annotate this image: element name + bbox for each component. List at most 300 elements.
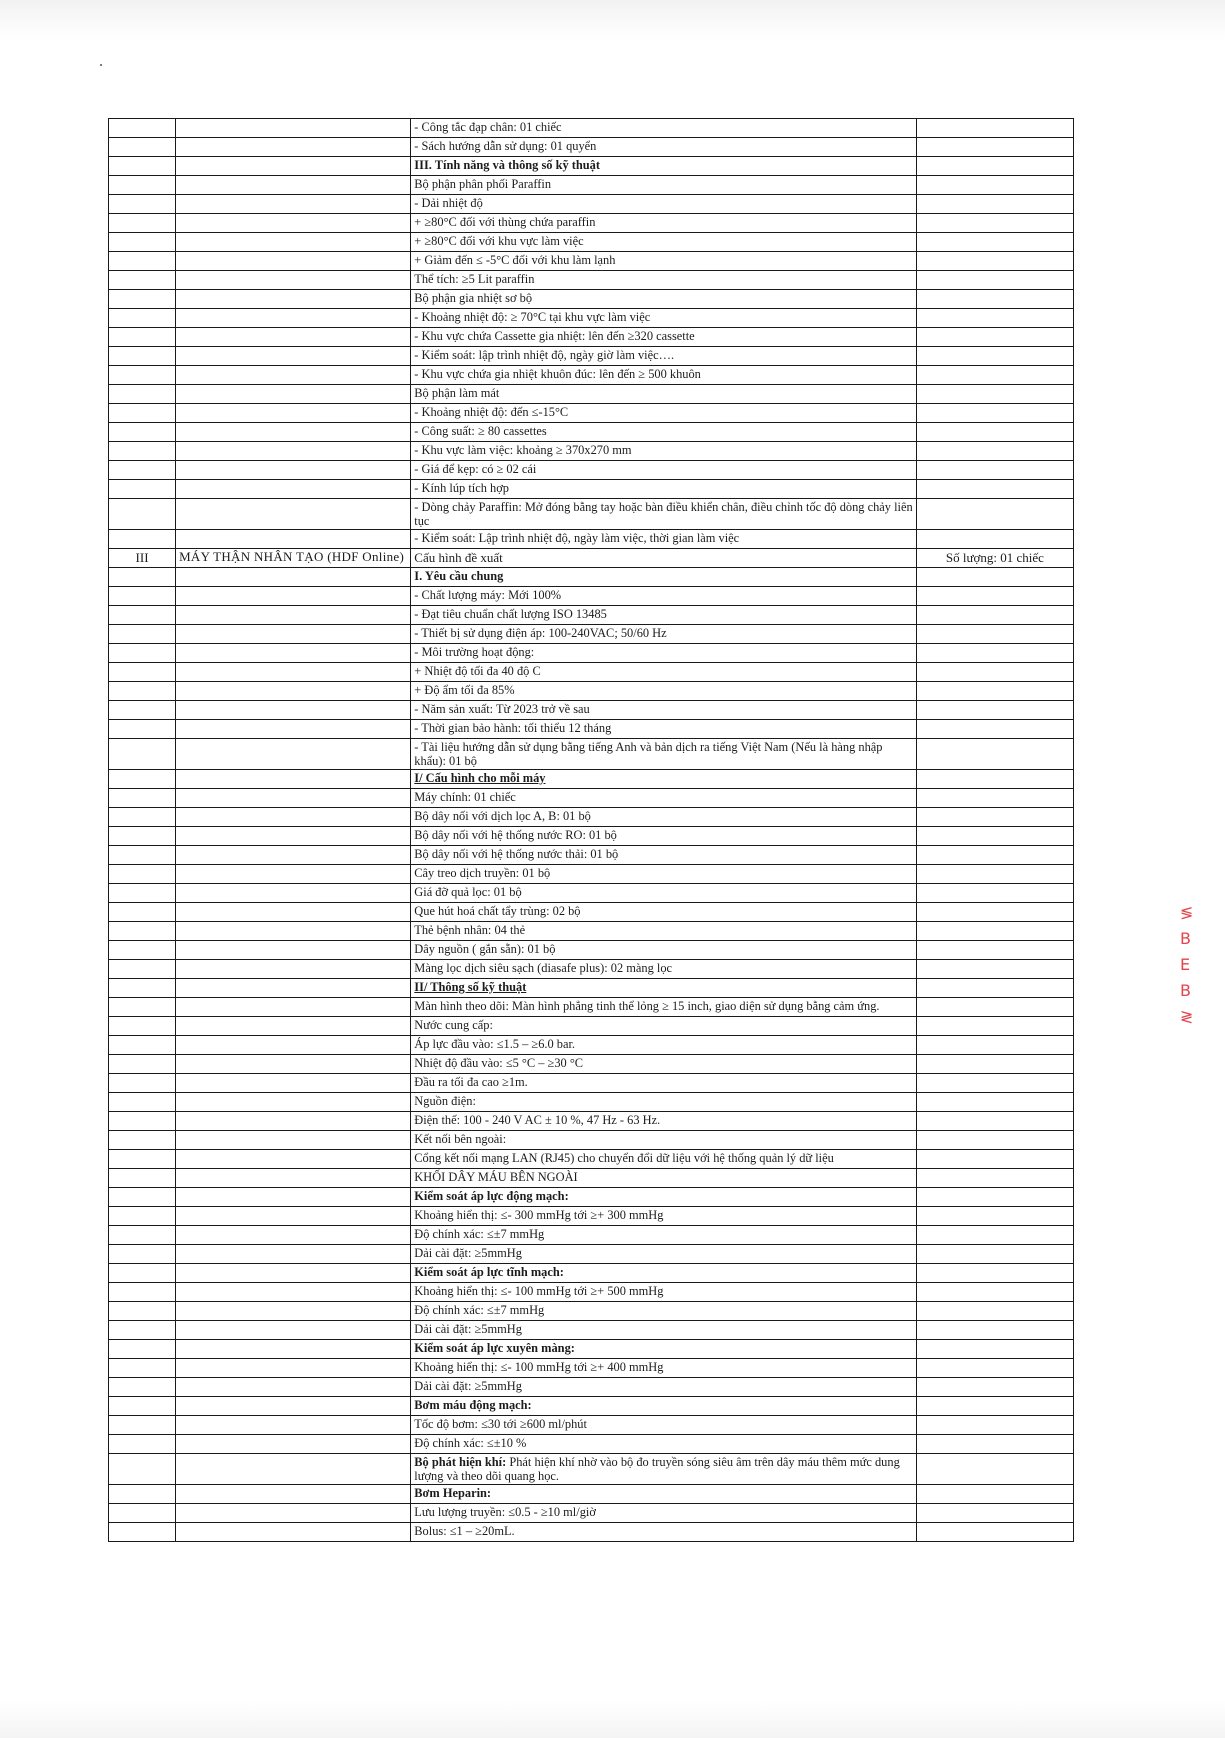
table-cell-c3: Máy chính: 01 chiếc <box>411 789 917 808</box>
table-cell-c2 <box>176 1188 411 1207</box>
table-cell-c4 <box>916 682 1073 701</box>
table-row <box>109 1283 1074 1302</box>
table-cell-c2 <box>176 1302 411 1321</box>
table-cell-c2: MÁY THẬN NHÂN TẠO (HDF Online) <box>176 549 411 568</box>
table-cell-c3: Màn hình theo dõi: Màn hình phẳng tinh thể lỏng ≥ 15 inch, giao diện sử dụng bằng cảm ứng. <box>411 998 917 1017</box>
table-cell-c1 <box>109 606 176 625</box>
table-cell-c1 <box>109 1454 176 1485</box>
table-cell-c1 <box>109 1093 176 1112</box>
table-cell-c1 <box>109 442 176 461</box>
table-cell-c3: Dải cài đặt: ≥5mmHg <box>411 1245 917 1264</box>
table-cell-c4 <box>916 328 1073 347</box>
table-cell-c3: - Khu vực làm việc: khoảng ≥ 370x270 mm <box>411 442 917 461</box>
table-cell-c3: Độ chính xác: ≤±10 % <box>411 1435 917 1454</box>
table-cell-c4 <box>916 499 1073 530</box>
table-cell-c4 <box>916 663 1073 682</box>
table-row <box>109 998 1074 1017</box>
table-cell-c3: Khoảng hiển thị: ≤- 100 mmHg tới ≥+ 500 mmHg <box>411 1283 917 1302</box>
table-cell-c2 <box>176 1359 411 1378</box>
table-cell-c1 <box>109 385 176 404</box>
table-cell-c4 <box>916 1074 1073 1093</box>
table-cell-c3: - Tài liệu hướng dẫn sử dụng bằng tiếng Anh và bản dịch ra tiếng Việt Nam (Nếu là hàng nhập khẩu): 01 bộ <box>411 739 917 770</box>
table-row <box>109 1397 1074 1416</box>
table-row <box>109 530 1074 549</box>
table-cell-c2 <box>176 903 411 922</box>
table-cell-c3: Đầu ra tối đa cao ≥1m. <box>411 1074 917 1093</box>
table-row <box>109 1169 1074 1188</box>
table-cell-c3: Nước cung cấp: <box>411 1017 917 1036</box>
table-cell-c3: - Giá để kẹp: có ≥ 02 cái <box>411 461 917 480</box>
table-cell-c4 <box>916 1017 1073 1036</box>
table-row <box>109 827 1074 846</box>
table-row <box>109 1340 1074 1359</box>
table-cell-c3: - Công tắc đạp chân: 01 chiếc <box>411 119 917 138</box>
table-row <box>109 960 1074 979</box>
table-cell-c2 <box>176 347 411 366</box>
table-cell-c4 <box>916 789 1073 808</box>
table-cell-c3: + Độ ẩm tối đa 85% <box>411 682 917 701</box>
table-cell-c3: Cổng kết nối mạng LAN (RJ45) cho chuyển đổi dữ liệu với hệ thống quản lý dữ liệu <box>411 1150 917 1169</box>
table-cell-c4 <box>916 960 1073 979</box>
table-cell-c2 <box>176 1150 411 1169</box>
table-cell-c1 <box>109 530 176 549</box>
table-cell-c2 <box>176 309 411 328</box>
table-cell-c4 <box>916 1504 1073 1523</box>
table-cell-c3: - Khu vực chứa gia nhiệt khuôn đúc: lên đến ≥ 500 khuôn <box>411 366 917 385</box>
table-cell-c1 <box>109 960 176 979</box>
table-cell-c4 <box>916 138 1073 157</box>
table-cell-c3: - Chất lượng máy: Mới 100% <box>411 587 917 606</box>
table-row <box>109 1485 1074 1504</box>
table-cell-c3: - Kiểm soát: Lập trình nhiệt độ, ngày làm việc, thời gian làm việc <box>411 530 917 549</box>
table-cell-c3: - Kính lúp tích hợp <box>411 480 917 499</box>
table-cell-c1 <box>109 739 176 770</box>
table-cell-c4 <box>916 366 1073 385</box>
table-cell-c4 <box>916 1340 1073 1359</box>
table-cell-c3: - Đạt tiêu chuẩn chất lượng ISO 13485 <box>411 606 917 625</box>
table-cell-c2 <box>176 1169 411 1188</box>
table-row <box>109 922 1074 941</box>
table-cell-c1 <box>109 1150 176 1169</box>
table-cell-c1 <box>109 644 176 663</box>
table-row <box>109 884 1074 903</box>
table-row <box>109 549 1074 568</box>
table-cell-c1 <box>109 1264 176 1283</box>
table-cell-c3: Cấu hình đề xuất <box>411 549 917 568</box>
table-row <box>109 1245 1074 1264</box>
table-cell-c2 <box>176 233 411 252</box>
table-row <box>109 1188 1074 1207</box>
table-cell-c4 <box>916 1131 1073 1150</box>
table-cell-c2 <box>176 1454 411 1485</box>
table-cell-c3: II/ Thông số kỹ thuật <box>411 979 917 998</box>
table-cell-c2 <box>176 138 411 157</box>
table-cell-c1 <box>109 1188 176 1207</box>
table-cell-c1 <box>109 682 176 701</box>
table-cell-c1 <box>109 808 176 827</box>
table-cell-c3: - Năm sản xuất: Từ 2023 trở về sau <box>411 701 917 720</box>
table-cell-c4 <box>916 979 1073 998</box>
table-cell-c4 <box>916 1207 1073 1226</box>
table-cell-c4 <box>916 1036 1073 1055</box>
table-row <box>109 423 1074 442</box>
table-cell-c2 <box>176 442 411 461</box>
table-cell-c1 <box>109 366 176 385</box>
table-cell-c1 <box>109 1378 176 1397</box>
table-row <box>109 770 1074 789</box>
table-cell-c1 <box>109 1131 176 1150</box>
table-cell-c2 <box>176 290 411 309</box>
table-cell-c1 <box>109 720 176 739</box>
table-cell-c1 <box>109 1169 176 1188</box>
table-row <box>109 701 1074 720</box>
table-cell-c4: Số lượng: 01 chiếc <box>916 549 1073 568</box>
table-row <box>109 1150 1074 1169</box>
table-cell-c3: Kiểm soát áp lực xuyên màng: <box>411 1340 917 1359</box>
specification-table-body <box>109 119 1074 1542</box>
table-cell-c2 <box>176 214 411 233</box>
table-row <box>109 214 1074 233</box>
table-cell-c2 <box>176 568 411 587</box>
table-cell-c1 <box>109 1485 176 1504</box>
table-cell-c4 <box>916 214 1073 233</box>
table-cell-c1 <box>109 979 176 998</box>
table-cell-c4 <box>916 827 1073 846</box>
table-cell-c2 <box>176 846 411 865</box>
table-cell-c4 <box>916 922 1073 941</box>
table-cell-c2 <box>176 1340 411 1359</box>
table-cell-c2 <box>176 789 411 808</box>
table-row <box>109 808 1074 827</box>
table-row <box>109 1112 1074 1131</box>
table-cell-c4 <box>916 1169 1073 1188</box>
table-cell-c3: Bolus: ≤1 – ≥20mL. <box>411 1523 917 1542</box>
table-cell-c2 <box>176 1093 411 1112</box>
table-cell-c1 <box>109 903 176 922</box>
table-cell-c2 <box>176 1055 411 1074</box>
table-cell-c1 <box>109 1017 176 1036</box>
table-cell-c3: - Sách hướng dẫn sử dụng: 01 quyển <box>411 138 917 157</box>
table-row <box>109 1074 1074 1093</box>
table-cell-c2 <box>176 827 411 846</box>
table-cell-c1 <box>109 587 176 606</box>
table-row <box>109 865 1074 884</box>
table-cell-c1 <box>109 922 176 941</box>
table-cell-c4 <box>916 404 1073 423</box>
table-cell-c1 <box>109 157 176 176</box>
table-row <box>109 1226 1074 1245</box>
table-cell-c4 <box>916 233 1073 252</box>
table-cell-c4 <box>916 1397 1073 1416</box>
table-row <box>109 1264 1074 1283</box>
table-cell-c4 <box>916 941 1073 960</box>
table-cell-c3: Bộ phận gia nhiệt sơ bộ <box>411 290 917 309</box>
table-cell-c1 <box>109 461 176 480</box>
table-row <box>109 176 1074 195</box>
table-row <box>109 1454 1074 1485</box>
table-cell-c3: KHỐI DÂY MÁU BÊN NGOÀI <box>411 1169 917 1188</box>
table-cell-c2 <box>176 1207 411 1226</box>
table-cell-c1 <box>109 1074 176 1093</box>
table-cell-c1 <box>109 1226 176 1245</box>
table-cell-c3: Khoảng hiển thị: ≤- 300 mmHg tới ≥+ 300 mmHg <box>411 1207 917 1226</box>
table-cell-c4 <box>916 1226 1073 1245</box>
table-cell-c3: - Thiết bị sử dụng điện áp: 100-240VAC; 50/60 Hz <box>411 625 917 644</box>
table-cell-c2 <box>176 739 411 770</box>
table-cell-c2 <box>176 979 411 998</box>
table-row <box>109 625 1074 644</box>
table-row <box>109 290 1074 309</box>
table-cell-c4 <box>916 587 1073 606</box>
table-cell-c1 <box>109 271 176 290</box>
table-cell-c4 <box>916 1485 1073 1504</box>
bold-prefix: Bộ phát hiện khí: <box>414 1455 507 1469</box>
table-cell-c1 <box>109 1321 176 1340</box>
table-cell-c1 <box>109 998 176 1017</box>
table-cell-c3: Nguồn điện: <box>411 1093 917 1112</box>
table-cell-c1 <box>109 701 176 720</box>
table-cell-c3: Nhiệt độ đầu vào: ≤5 °C – ≥30 °C <box>411 1055 917 1074</box>
table-cell-c4 <box>916 1321 1073 1340</box>
table-row <box>109 606 1074 625</box>
table-cell-c1 <box>109 1207 176 1226</box>
table-cell-c1 <box>109 252 176 271</box>
table-cell-c2 <box>176 625 411 644</box>
table-row <box>109 309 1074 328</box>
table-cell-c4 <box>916 884 1073 903</box>
table-row <box>109 979 1074 998</box>
table-cell-c1 <box>109 1245 176 1264</box>
table-cell-c1 <box>109 865 176 884</box>
table-cell-c3: - Khu vực chứa Cassette gia nhiệt: lên đến ≥320 cassette <box>411 328 917 347</box>
table-cell-c4 <box>916 290 1073 309</box>
table-cell-c4 <box>916 309 1073 328</box>
table-cell-c4 <box>916 1523 1073 1542</box>
table-row <box>109 233 1074 252</box>
table-cell-c3: Bơm Heparin: <box>411 1485 917 1504</box>
stamp-glyph: B <box>1180 929 1191 948</box>
table-cell-c2 <box>176 865 411 884</box>
table-cell-c1 <box>109 233 176 252</box>
table-cell-c2 <box>176 644 411 663</box>
table-row <box>109 461 1074 480</box>
table-cell-c2 <box>176 366 411 385</box>
table-cell-c4 <box>916 1416 1073 1435</box>
table-cell-c3: - Môi trường hoạt động: <box>411 644 917 663</box>
table-cell-c4 <box>916 195 1073 214</box>
table-cell-c3: Bộ dây nối với dịch lọc A, B: 01 bộ <box>411 808 917 827</box>
table-cell-c1 <box>109 789 176 808</box>
table-cell-c1 <box>109 1340 176 1359</box>
table-cell-c3: Tốc độ bơm: ≤30 tới ≥600 ml/phút <box>411 1416 917 1435</box>
table-cell-c2 <box>176 1504 411 1523</box>
table-cell-c2 <box>176 423 411 442</box>
table-cell-c1 <box>109 404 176 423</box>
table-row <box>109 1378 1074 1397</box>
table-cell-c3: + ≥80°C đối với khu vực làm việc <box>411 233 917 252</box>
table-cell-c2 <box>176 770 411 789</box>
table-row <box>109 138 1074 157</box>
table-cell-c3: - Dòng chảy Paraffin: Mở đóng bằng tay hoặc bàn điều khiển chân, điều chỉnh tốc độ dòng chảy liên tục <box>411 499 917 530</box>
stamp-glyph: ≶ <box>1180 903 1194 922</box>
table-cell-c4 <box>916 903 1073 922</box>
table-cell-c3: + Giảm đến ≤ -5°C đối với khu làm lạnh <box>411 252 917 271</box>
table-cell-c2 <box>176 1435 411 1454</box>
table-cell-c4 <box>916 1359 1073 1378</box>
table-cell-c2 <box>176 328 411 347</box>
table-cell-c4 <box>916 865 1073 884</box>
table-cell-c2 <box>176 404 411 423</box>
table-cell-c4 <box>916 606 1073 625</box>
table-cell-c1 <box>109 176 176 195</box>
table-cell-c2 <box>176 176 411 195</box>
table-cell-c1 <box>109 1302 176 1321</box>
table-cell-c4 <box>916 1283 1073 1302</box>
table-cell-c2 <box>176 663 411 682</box>
table-cell-c4 <box>916 461 1073 480</box>
table-row <box>109 499 1074 530</box>
table-cell-c4 <box>916 157 1073 176</box>
table-cell-c3: Dây nguồn ( gắn sẵn): 01 bộ <box>411 941 917 960</box>
table-row <box>109 1036 1074 1055</box>
table-cell-c1 <box>109 770 176 789</box>
table-cell-c4 <box>916 423 1073 442</box>
table-cell-c3: Độ chính xác: ≤±7 mmHg <box>411 1302 917 1321</box>
table-cell-c2 <box>176 1397 411 1416</box>
stamp-glyph: E <box>1180 955 1191 974</box>
table-cell-c1 <box>109 663 176 682</box>
table-cell-c2 <box>176 1485 411 1504</box>
table-row <box>109 1093 1074 1112</box>
table-cell-c3: Điện thế: 100 - 240 V AC ± 10 %, 47 Hz - 63 Hz. <box>411 1112 917 1131</box>
table-cell-c1 <box>109 328 176 347</box>
table-cell-c2 <box>176 720 411 739</box>
table-cell-c2 <box>176 587 411 606</box>
table-cell-c2 <box>176 385 411 404</box>
table-cell-c2 <box>176 271 411 290</box>
table-cell-c1 <box>109 1359 176 1378</box>
table-cell-c2 <box>176 499 411 530</box>
table-row <box>109 195 1074 214</box>
table-cell-c3: - Khoảng nhiệt độ: ≥ 70°C tại khu vực làm việc <box>411 309 917 328</box>
table-cell-c1 <box>109 846 176 865</box>
table-cell-c2 <box>176 1416 411 1435</box>
table-cell-c4 <box>916 1378 1073 1397</box>
table-cell-c1 <box>109 347 176 366</box>
table-cell-c4 <box>916 1302 1073 1321</box>
table-row <box>109 157 1074 176</box>
table-cell-c4 <box>916 1150 1073 1169</box>
table-cell-c3: - Công suất: ≥ 80 cassettes <box>411 423 917 442</box>
table-cell-c3: Bơm máu động mạch: <box>411 1397 917 1416</box>
table-cell-c2 <box>176 1131 411 1150</box>
table-cell-c2 <box>176 1283 411 1302</box>
stamp-glyph: B <box>1180 981 1191 1000</box>
table-cell-c2 <box>176 157 411 176</box>
table-cell-c3: Giá đỡ quả lọc: 01 bộ <box>411 884 917 903</box>
table-cell-c4 <box>916 385 1073 404</box>
table-cell-c4 <box>916 1188 1073 1207</box>
table-cell-c3: Lưu lượng truyền: ≤0.5 - ≥10 ml/giờ <box>411 1504 917 1523</box>
table-row <box>109 1523 1074 1542</box>
table-cell-c2 <box>176 960 411 979</box>
table-cell-c3: Bộ dây nối với hệ thống nước RO: 01 bộ <box>411 827 917 846</box>
table-row <box>109 347 1074 366</box>
table-cell-c4 <box>916 701 1073 720</box>
table-cell-c4 <box>916 1112 1073 1131</box>
table-cell-c4 <box>916 998 1073 1017</box>
table-row <box>109 1504 1074 1523</box>
table-row <box>109 1055 1074 1074</box>
table-cell-c2 <box>176 941 411 960</box>
table-cell-c2 <box>176 1523 411 1542</box>
table-cell-c4 <box>916 1055 1073 1074</box>
table-cell-c3: Bộ phát hiện khí: Phát hiện khí nhờ vào bộ đo truyền sóng siêu âm trên dây máu thêm mức dung lượng và theo dõi quang học. <box>411 1454 917 1485</box>
table-row <box>109 442 1074 461</box>
table-cell-c3: Khoảng hiển thị: ≤- 100 mmHg tới ≥+ 400 mmHg <box>411 1359 917 1378</box>
table-cell-c2 <box>176 1321 411 1340</box>
table-row <box>109 682 1074 701</box>
table-cell-c4 <box>916 480 1073 499</box>
table-row <box>109 1302 1074 1321</box>
table-cell-c3: Bộ phận làm mát <box>411 385 917 404</box>
table-cell-c3: - Thời gian bảo hành: tối thiểu 12 tháng <box>411 720 917 739</box>
table-cell-c4 <box>916 625 1073 644</box>
table-cell-c4 <box>916 442 1073 461</box>
table-cell-c2 <box>176 701 411 720</box>
table-row <box>109 480 1074 499</box>
table-cell-c4 <box>916 347 1073 366</box>
table-cell-c1 <box>109 1504 176 1523</box>
specification-table <box>108 118 1074 1542</box>
table-cell-c1 <box>109 1416 176 1435</box>
table-row <box>109 385 1074 404</box>
table-cell-c1 <box>109 214 176 233</box>
scan-speck <box>100 64 102 66</box>
table-cell-c2 <box>176 195 411 214</box>
table-cell-c1 <box>109 309 176 328</box>
table-cell-c3: Áp lực đầu vào: ≤1.5 – ≥6.0 bar. <box>411 1036 917 1055</box>
table-cell-c3: Cây treo dịch truyền: 01 bộ <box>411 865 917 884</box>
table-cell-c3: - Dải nhiệt độ <box>411 195 917 214</box>
table-cell-c4 <box>916 846 1073 865</box>
table-row <box>109 739 1074 770</box>
table-cell-c3: Kiểm soát áp lực tĩnh mạch: <box>411 1264 917 1283</box>
table-cell-c3: Thẻ bệnh nhân: 04 thẻ <box>411 922 917 941</box>
table-row <box>109 587 1074 606</box>
table-cell-c3: Bộ dây nối với hệ thống nước thải: 01 bộ <box>411 846 917 865</box>
table-cell-c2 <box>176 1245 411 1264</box>
table-row <box>109 903 1074 922</box>
table-cell-c1 <box>109 480 176 499</box>
table-row <box>109 1017 1074 1036</box>
table-cell-c1 <box>109 941 176 960</box>
table-row <box>109 271 1074 290</box>
table-cell-c2 <box>176 252 411 271</box>
table-row <box>109 366 1074 385</box>
table-cell-c1: III <box>109 549 176 568</box>
table-row <box>109 1416 1074 1435</box>
table-cell-c2 <box>176 119 411 138</box>
table-row <box>109 789 1074 808</box>
table-cell-c2 <box>176 1036 411 1055</box>
table-cell-c2 <box>176 998 411 1017</box>
table-cell-c1 <box>109 1435 176 1454</box>
table-cell-c4 <box>916 252 1073 271</box>
table-cell-c2 <box>176 1378 411 1397</box>
table-cell-c1 <box>109 138 176 157</box>
table-cell-c3: I/ Cấu hình cho mỗi máy <box>411 770 917 789</box>
